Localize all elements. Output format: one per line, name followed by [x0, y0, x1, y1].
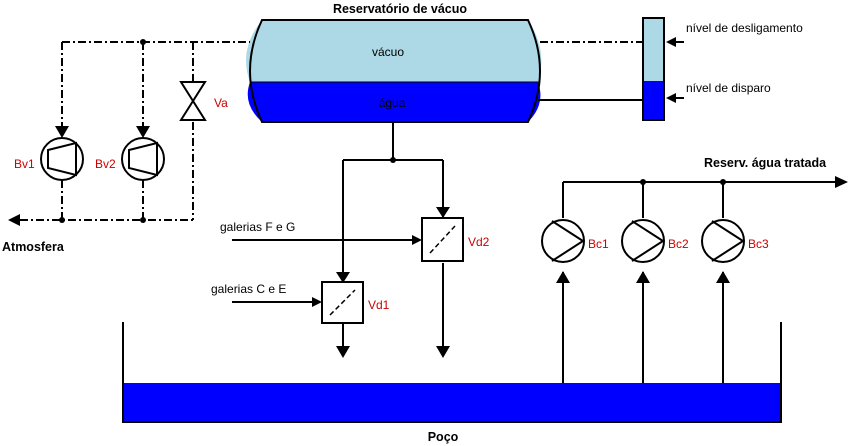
- well-label: Poço: [427, 430, 459, 444]
- pump-suction-arrow: [716, 271, 730, 283]
- drain-valve-label: Vd2: [468, 235, 490, 249]
- trigger-level-label: nível de disparo: [686, 81, 771, 95]
- pump-suction-arrow: [556, 271, 570, 283]
- transfer-pump-bc1: [542, 220, 584, 262]
- pump-suction-arrow: [636, 271, 650, 283]
- transfer-piping: [563, 182, 835, 402]
- drain-valve-label: Vd1: [368, 298, 390, 312]
- drain-valve-vd1: [322, 282, 363, 323]
- valve-va: [181, 82, 205, 120]
- drain-outlet-arrow: [436, 346, 450, 358]
- pump-inlet-arrow: [55, 126, 69, 138]
- pump-inlet-arrow: [136, 126, 150, 138]
- vacuum-pump-bv2: [122, 138, 164, 180]
- atmosphere-arrow: [8, 214, 20, 226]
- tank-title: Reservatório de vácuo: [332, 2, 468, 16]
- drain-valve-vd2: [422, 218, 463, 261]
- vacuum-pump-label: Bv1: [14, 157, 35, 171]
- vacuum-pump-label: Bv2: [95, 157, 116, 171]
- outlet-arrow: [835, 176, 848, 188]
- gallery-inlet-label: galerias F e G: [220, 220, 296, 234]
- tank-water-label: água: [378, 96, 406, 110]
- gallery-inlet-label: galerias C e E: [211, 282, 287, 296]
- shutdown-level-label: nível de desligamento: [686, 21, 803, 35]
- well: [123, 322, 781, 422]
- level-gauge: [643, 18, 664, 120]
- outlet-label: Reserv. água tratada: [704, 156, 827, 170]
- drain-arrow: [436, 207, 450, 218]
- transfer-pump-label: Bc1: [588, 237, 609, 251]
- vacuum-pump-bv1: [41, 138, 83, 180]
- valve-label: Va: [214, 96, 228, 110]
- transfer-pump-bc3: [702, 220, 744, 262]
- atmosphere-label: Atmosfera: [2, 240, 64, 254]
- transfer-pump-label: Bc3: [748, 237, 769, 251]
- drain-outlet-arrow: [336, 346, 350, 358]
- well-water: [123, 383, 781, 422]
- transfer-pump-bc2: [622, 220, 664, 262]
- transfer-pump-label: Bc2: [668, 237, 689, 251]
- tank-vacuum-label: vácuo: [371, 45, 405, 59]
